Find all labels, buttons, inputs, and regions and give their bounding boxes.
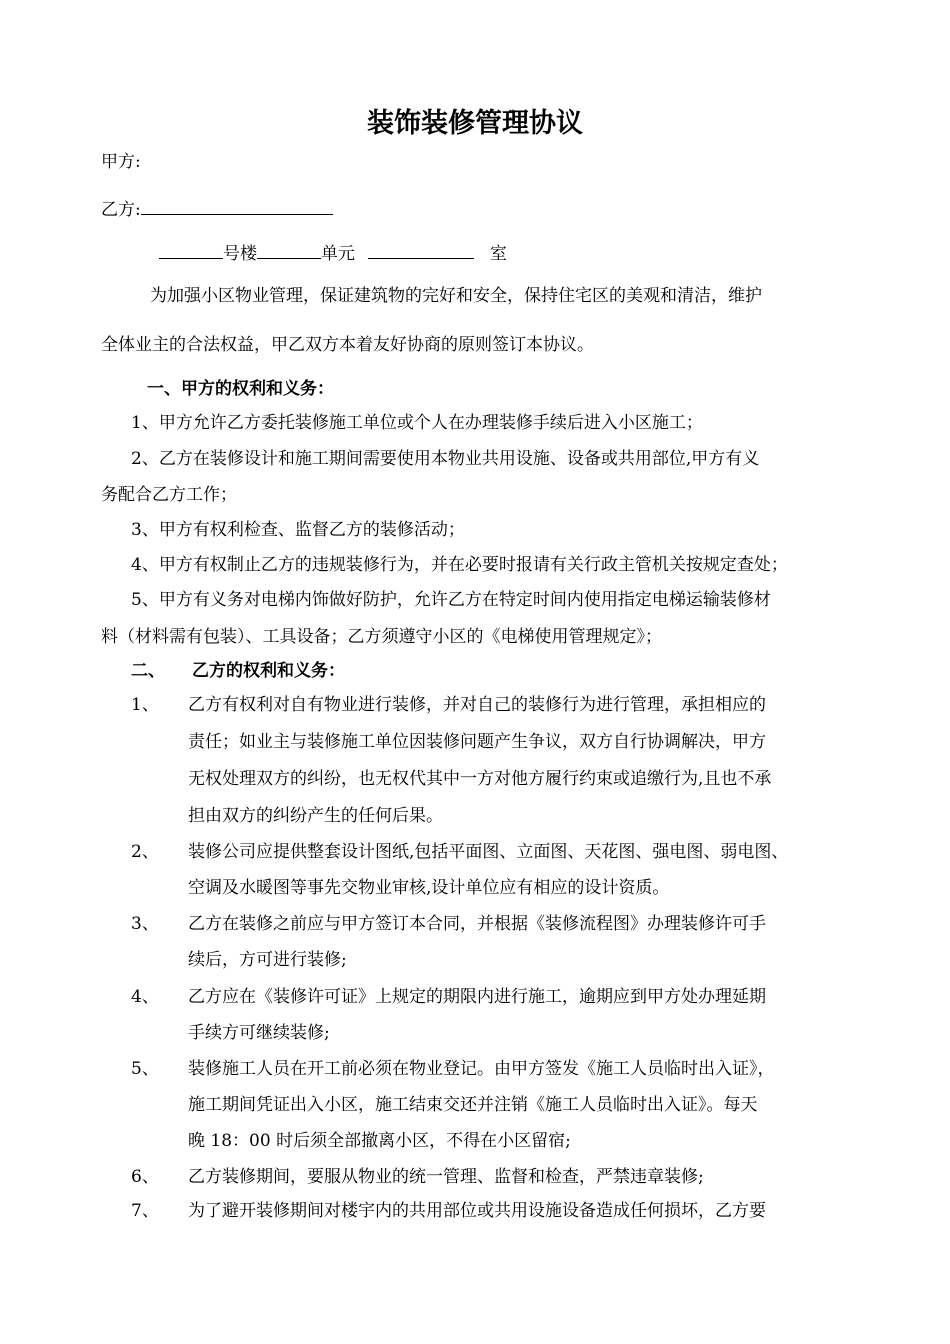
section-2-heading: 乙方的权利和义务： — [192, 661, 345, 681]
item-line: 无权处理双方的纠纷，也无权代其中一方对他方履行约束或追缴行为,且也不承 — [188, 769, 772, 789]
item-line: 乙方有权利对自有物业进行装修，并对自己的装修行为进行管理，承担相应的 — [188, 695, 766, 715]
room-blank — [368, 240, 474, 259]
unit-blank — [257, 240, 321, 259]
room-label: 室 — [489, 244, 507, 264]
intro-line: 为加强小区物业管理，保证建筑物的完好和安全，保持住宅区的美观和清洁，维护 — [150, 286, 762, 306]
item-line: 续后，方可进行装修; — [188, 950, 347, 970]
section-1-line: 3、甲方有权利检查、监督乙方的装修活动； — [131, 520, 465, 540]
party-b-blank — [141, 196, 333, 215]
item-line: 责任；如业主与装修施工单位因装修问题产生争议，双方自行协调解决，甲方 — [188, 732, 766, 752]
item-line: 晚 18：00 时后须全部撤离小区，不得在小区留宿; — [188, 1131, 571, 1151]
document-title: 装饰装修管理协议 — [367, 108, 583, 139]
section-1-line: 料（材料需有包装）、工具设备；乙方须遵守小区的《电梯使用管理规定》； — [101, 627, 662, 647]
address-line — [159, 240, 507, 265]
building-blank — [159, 240, 223, 259]
item-line: 施工期间凭证出入小区，施工结束交还并注销《施工人员临时出入证》。每天 — [188, 1095, 758, 1115]
unit-label: 单元 — [321, 244, 355, 264]
item-line: 担由双方的纠纷产生的任何后果。 — [188, 806, 443, 826]
item-number: 1、 — [131, 695, 159, 715]
item-line: 装修施工人员在开工前必须在物业登记。由甲方签发《施工人员临时出入证》， — [188, 1059, 775, 1079]
item-line: 为了避开装修期间对楼宇内的共用部位或共用设施设备造成任何损坏，乙方要 — [188, 1201, 766, 1221]
item-number: 7、 — [131, 1201, 159, 1221]
building-label: 号楼 — [223, 244, 257, 264]
item-line: 空调及水暖图等事先交物业审核,设计单位应有相应的设计资质。 — [188, 878, 670, 898]
party-b-line — [101, 196, 333, 221]
section-1-line: 5、甲方有义务对电梯内饰做好防护，允许乙方在特定时间内使用指定电梯运输装修材 — [131, 590, 771, 610]
item-number: 6、 — [131, 1167, 159, 1187]
section-1-line: 4、甲方有权制止乙方的违规装修行为，并在必要时报请有关行政主管机关按规定查处； — [131, 555, 788, 575]
item-number: 3、 — [131, 914, 159, 934]
party-b-label: 乙方: — [101, 200, 141, 220]
item-number: 5、 — [131, 1059, 159, 1079]
item-line: 装修公司应提供整套设计图纸,包括平面图、立面图、天花图、强电图、弱电图、 — [188, 842, 789, 862]
party-a-label: 甲方: — [101, 152, 141, 172]
item-number: 2、 — [131, 842, 159, 862]
item-line: 手续方可继续装修; — [188, 1023, 330, 1043]
section-2-heading-number: 二、 — [131, 661, 165, 681]
section-1-line: 1、甲方允许乙方委托装修施工单位或个人在办理装修手续后进入小区施工； — [131, 413, 703, 433]
section-1-line: 务配合乙方工作； — [101, 485, 237, 505]
item-line: 乙方应在《装修许可证》上规定的期限内进行施工，逾期应到甲方处办理延期 — [188, 987, 766, 1007]
item-line: 乙方装修期间，要服从物业的统一管理、监督和检查，严禁违章装修; — [188, 1167, 704, 1187]
section-1-heading: 一、甲方的权利和义务： — [147, 379, 334, 399]
item-line: 乙方在装修之前应与甲方签订本合同，并根据《装修流程图》办理装修许可手 — [188, 914, 766, 934]
party-a-line — [101, 151, 141, 173]
section-1-line: 2、乙方在装修设计和施工期间需要使用本物业共用设施、设备或共用部位,甲方有义 — [131, 449, 760, 469]
item-number: 4、 — [131, 987, 159, 1007]
intro-line: 全体业主的合法权益，甲乙双方本着友好协商的原则签订本协议。 — [101, 335, 594, 355]
